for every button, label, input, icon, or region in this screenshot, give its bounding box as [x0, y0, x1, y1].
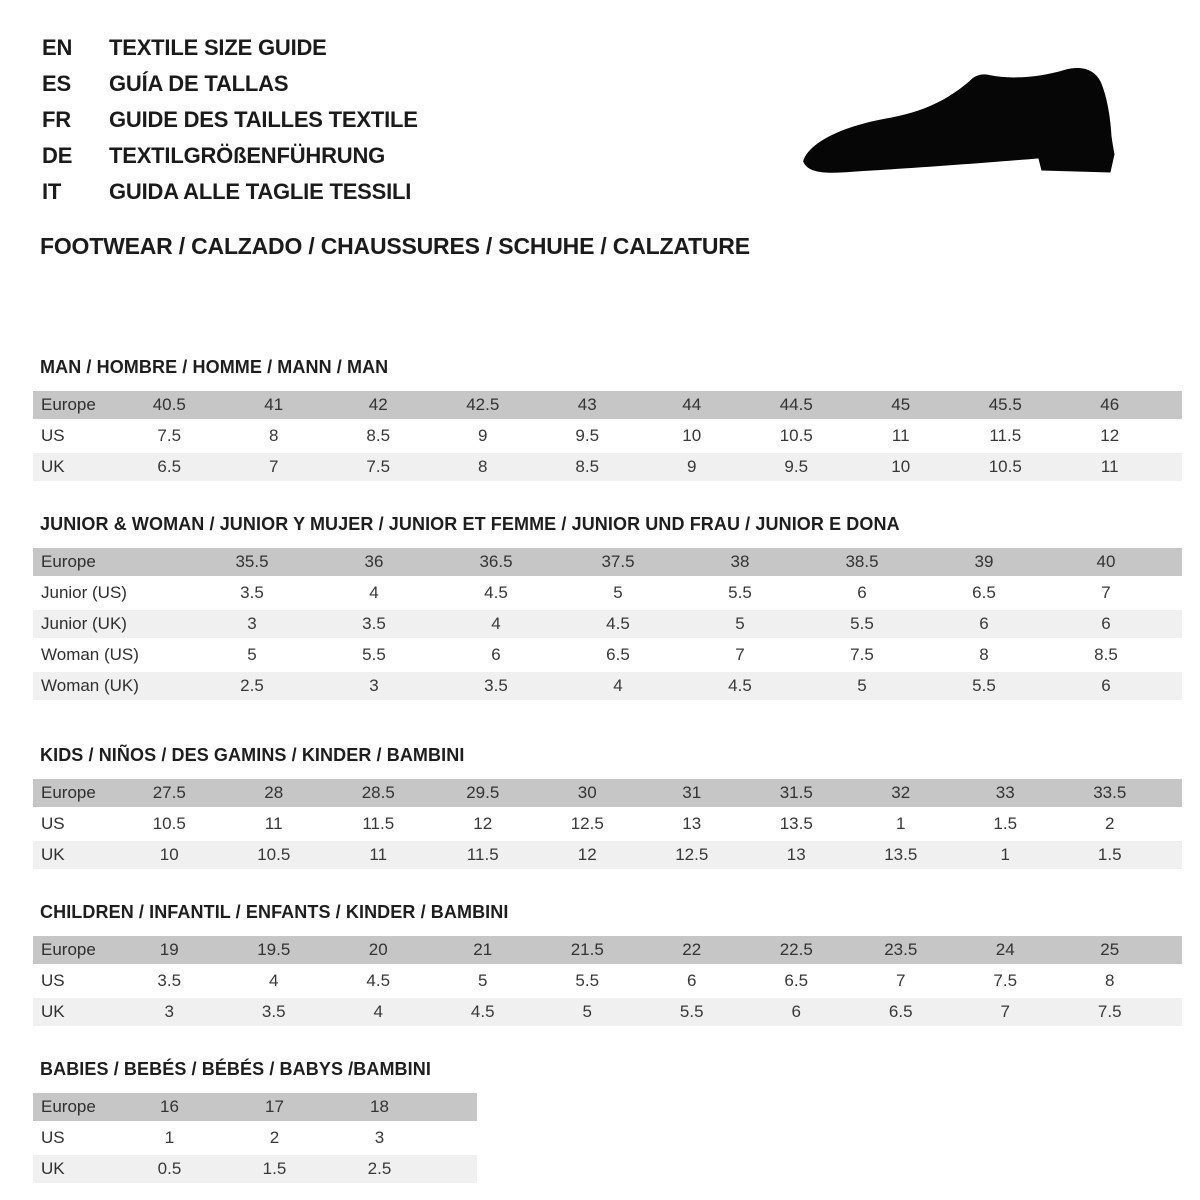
size-value: 6 [979, 614, 989, 633]
size-value: 12 [473, 814, 493, 833]
table-man [33, 391, 1182, 481]
table-row-man-2 [33, 453, 1182, 481]
row-label: US [41, 814, 65, 833]
size-value: 6 [1101, 676, 1111, 695]
size-value: 3 [247, 614, 257, 633]
size-value: 40 [1096, 552, 1116, 571]
row-label: UK [41, 845, 65, 864]
size-value: 4.5 [728, 676, 752, 695]
row-label: Europe [41, 395, 96, 414]
row-label: Junior (US) [41, 583, 127, 602]
size-value: 44.5 [779, 395, 813, 414]
row-label: UK [41, 1002, 65, 1021]
size-value: 10.5 [988, 457, 1022, 476]
size-value: 31.5 [779, 783, 813, 802]
table-heading-junior-woman: JUNIOR & WOMAN / JUNIOR Y MUJER / JUNIOR ET FEMME / JUNIOR UND FRAU / JUNIOR E DONA [40, 514, 900, 534]
table-row-children-1 [33, 967, 1182, 995]
size-value: 38.5 [845, 552, 879, 571]
table-row-junior-woman-2 [33, 610, 1182, 638]
row-label: Woman (UK) [41, 676, 139, 695]
language-title-block [33, 0, 1182, 210]
section-babies [33, 1059, 1182, 1183]
size-value: 28 [264, 783, 284, 802]
section-kids [33, 745, 1182, 869]
size-value: 6 [491, 645, 501, 664]
table-kids [33, 779, 1182, 869]
size-value: 5 [857, 676, 867, 695]
size-value: 16 [160, 1097, 179, 1116]
row-label: UK [41, 457, 65, 476]
table-row-kids-1 [33, 810, 1182, 838]
size-value: 21 [473, 940, 493, 959]
size-value: 37.5 [601, 552, 635, 571]
size-value: 11.5 [362, 814, 395, 833]
row-label: UK [41, 1159, 65, 1178]
table-row-kids-2 [33, 841, 1182, 869]
size-value: 11 [891, 426, 910, 445]
size-value: 31 [682, 783, 702, 802]
size-value: 5.5 [362, 645, 386, 664]
size-value: 10.5 [779, 426, 813, 445]
size-value: 22 [682, 940, 702, 959]
language-code: EN [42, 35, 73, 60]
size-value: 7.5 [850, 645, 874, 664]
language-code: ES [42, 71, 71, 96]
language-row-en [33, 30, 1182, 66]
size-value: 43 [577, 395, 597, 414]
size-value: 33 [995, 783, 1015, 802]
size-value: 3.5 [362, 614, 386, 633]
size-value: 10.5 [152, 814, 186, 833]
size-value: 7.5 [366, 457, 391, 476]
size-value: 2.5 [240, 676, 264, 695]
size-value: 40.5 [152, 395, 186, 414]
row-label: Europe [41, 1097, 96, 1116]
size-value: 9 [478, 426, 488, 445]
size-value: 33.5 [1093, 783, 1127, 802]
size-value: 27.5 [152, 783, 186, 802]
size-value: 7 [735, 645, 745, 664]
size-value: 8 [478, 457, 488, 476]
row-label: US [41, 971, 65, 990]
size-value: 8 [1105, 971, 1115, 990]
table-row-babies-1 [33, 1124, 477, 1152]
table-heading-babies: BABIES / BEBÉS / BÉBÉS / BABYS /BAMBINI [40, 1059, 431, 1079]
size-value: 6.5 [157, 457, 182, 476]
size-value: 5 [247, 645, 257, 664]
table-row-babies-0 [33, 1093, 477, 1121]
table-row-babies-2 [33, 1155, 477, 1183]
table-babies [33, 1093, 477, 1183]
size-value: 5.5 [972, 676, 996, 695]
size-value: 4.5 [606, 614, 630, 633]
size-value: 6.5 [888, 1002, 913, 1021]
size-value: 4 [613, 676, 623, 695]
size-value: 22.5 [779, 940, 813, 959]
size-value: 3.5 [240, 583, 264, 602]
table-row-junior-woman-4 [33, 672, 1182, 700]
size-value: 17 [265, 1097, 284, 1116]
section-children [33, 902, 1182, 1026]
size-value: 4 [369, 583, 379, 602]
table-children [33, 936, 1182, 1026]
size-value: 8.5 [575, 457, 600, 476]
size-value: 38 [730, 552, 750, 571]
language-code: IT [42, 179, 62, 204]
size-value: 4 [269, 971, 279, 990]
size-value: 3 [374, 1128, 385, 1147]
size-value: 7 [1000, 1002, 1010, 1021]
size-value: 7 [896, 971, 906, 990]
size-value: 44 [682, 395, 702, 414]
size-value: 5.5 [728, 583, 752, 602]
row-label: Europe [41, 552, 96, 571]
size-value: 7.5 [157, 426, 182, 445]
size-value: 2 [269, 1128, 280, 1147]
size-value: 5 [478, 971, 488, 990]
table-row-junior-woman-0 [33, 548, 1182, 576]
size-value: 13 [786, 845, 806, 864]
size-value: 6 [791, 1002, 801, 1021]
size-value: 30 [577, 783, 597, 802]
size-value: 4 [373, 1002, 383, 1021]
table-row-children-2 [33, 998, 1182, 1026]
size-value: 9.5 [575, 426, 600, 445]
size-value: 6.5 [972, 583, 996, 602]
size-value: 5.5 [850, 614, 874, 633]
size-value: 4.5 [470, 1002, 495, 1021]
size-value: 13 [682, 814, 702, 833]
guide-title: TEXTILE SIZE GUIDE [109, 35, 327, 60]
size-value: 19.5 [257, 940, 291, 959]
size-value: 45 [891, 395, 911, 414]
table-heading-kids: KIDS / NIÑOS / DES GAMINS / KINDER / BAMBINI [40, 745, 465, 765]
size-value: 2.5 [367, 1159, 392, 1178]
size-value: 6.5 [606, 645, 630, 664]
size-value: 8.5 [1094, 645, 1118, 664]
table-row-man-0 [33, 391, 1182, 419]
size-value: 0.5 [157, 1159, 182, 1178]
table-row-man-1 [33, 422, 1182, 450]
size-value: 41 [264, 395, 284, 414]
language-row-de [33, 138, 1182, 174]
content-column [33, 0, 1182, 1186]
size-value: 32 [891, 783, 911, 802]
size-value: 11 [264, 814, 283, 833]
table-heading-children: CHILDREN / INFANTIL / ENFANTS / KINDER / BAMBINI [40, 902, 509, 922]
guide-title: GUÍA DE TALLAS [109, 71, 289, 96]
size-value: 11 [369, 845, 388, 864]
size-value: 25 [1100, 940, 1120, 959]
guide-title: TEXTILGRÖßENFÜHRUNG [109, 143, 386, 168]
size-value: 4 [491, 614, 501, 633]
section-junior-woman [33, 514, 1182, 700]
size-value: 5.5 [575, 971, 600, 990]
size-value: 7 [1101, 583, 1111, 602]
language-row-it [33, 174, 1182, 210]
size-value: 8 [979, 645, 989, 664]
size-value: 12.5 [675, 845, 709, 864]
size-value: 9 [687, 457, 697, 476]
size-value: 3.5 [261, 1002, 286, 1021]
size-value: 5.5 [679, 1002, 704, 1021]
size-value: 4.5 [484, 583, 508, 602]
size-value: 5 [613, 583, 623, 602]
size-value: 1 [896, 814, 906, 833]
row-label: Junior (UK) [41, 614, 127, 633]
size-value: 23.5 [884, 940, 918, 959]
size-value: 7.5 [1097, 1002, 1122, 1021]
size-value: 7 [269, 457, 279, 476]
size-value: 39 [974, 552, 994, 571]
size-value: 3.5 [157, 971, 182, 990]
language-code: DE [42, 143, 73, 168]
size-value: 1.5 [262, 1159, 287, 1178]
size-value: 6 [687, 971, 697, 990]
size-value: 10.5 [257, 845, 291, 864]
size-value: 12 [577, 845, 597, 864]
table-row-children-0 [33, 936, 1182, 964]
language-row-es [33, 66, 1182, 102]
size-value: 13.5 [779, 814, 813, 833]
language-code: FR [42, 107, 71, 132]
row-label: Woman (US) [41, 645, 139, 664]
size-value: 1.5 [1097, 845, 1122, 864]
size-value: 6.5 [784, 971, 809, 990]
size-tables [33, 357, 1182, 1183]
size-value: 7.5 [993, 971, 1018, 990]
size-value: 8.5 [366, 426, 391, 445]
size-value: 3 [164, 1002, 174, 1021]
size-value: 6 [1101, 614, 1111, 633]
size-value: 3 [369, 676, 379, 695]
size-value: 36 [364, 552, 384, 571]
size-value: 5 [735, 614, 745, 633]
size-value: 28.5 [361, 783, 395, 802]
table-row-junior-woman-1 [33, 579, 1182, 607]
size-value: 10 [159, 845, 179, 864]
section-man [33, 357, 1182, 481]
size-value: 46 [1100, 395, 1120, 414]
table-row-junior-woman-3 [33, 641, 1182, 669]
language-row-fr [33, 102, 1182, 138]
size-value: 36.5 [479, 552, 513, 571]
category-title: FOOTWEAR / CALZADO / CHAUSSURES / SCHUHE / CALZATURE [40, 233, 750, 259]
size-value: 10 [891, 457, 911, 476]
size-value: 11 [1100, 457, 1119, 476]
size-value: 35.5 [235, 552, 269, 571]
size-value: 12.5 [570, 814, 604, 833]
size-value: 8 [269, 426, 279, 445]
size-value: 21.5 [570, 940, 604, 959]
row-label: Europe [41, 783, 96, 802]
table-row-kids-0 [33, 779, 1182, 807]
row-label: Europe [41, 940, 96, 959]
size-value: 4.5 [366, 971, 391, 990]
table-heading-man: MAN / HOMBRE / HOMME / MANN / MAN [40, 357, 389, 377]
size-value: 6 [857, 583, 867, 602]
size-value: 19 [159, 940, 179, 959]
size-value: 18 [370, 1097, 389, 1116]
size-value: 45.5 [988, 395, 1022, 414]
size-value: 2 [1105, 814, 1115, 833]
table-junior-woman [33, 548, 1182, 700]
guide-title: GUIDE DES TAILLES TEXTILE [109, 107, 418, 132]
size-value: 1 [1000, 845, 1010, 864]
size-value: 11.5 [466, 845, 499, 864]
row-label: US [41, 1128, 65, 1147]
size-value: 42.5 [466, 395, 500, 414]
size-value: 5 [582, 1002, 592, 1021]
size-value: 9.5 [784, 457, 809, 476]
size-value: 24 [995, 940, 1015, 959]
size-value: 13.5 [884, 845, 918, 864]
size-value: 1.5 [993, 814, 1018, 833]
size-value: 29.5 [466, 783, 500, 802]
size-value: 3.5 [484, 676, 508, 695]
row-label: US [41, 426, 65, 445]
size-value: 10 [682, 426, 702, 445]
size-value: 12 [1100, 426, 1120, 445]
size-value: 42 [368, 395, 388, 414]
size-value: 1 [164, 1128, 175, 1147]
size-value: 11.5 [989, 426, 1022, 445]
guide-title: GUIDA ALLE TAGLIE TESSILI [109, 179, 412, 204]
size-value: 20 [368, 940, 388, 959]
